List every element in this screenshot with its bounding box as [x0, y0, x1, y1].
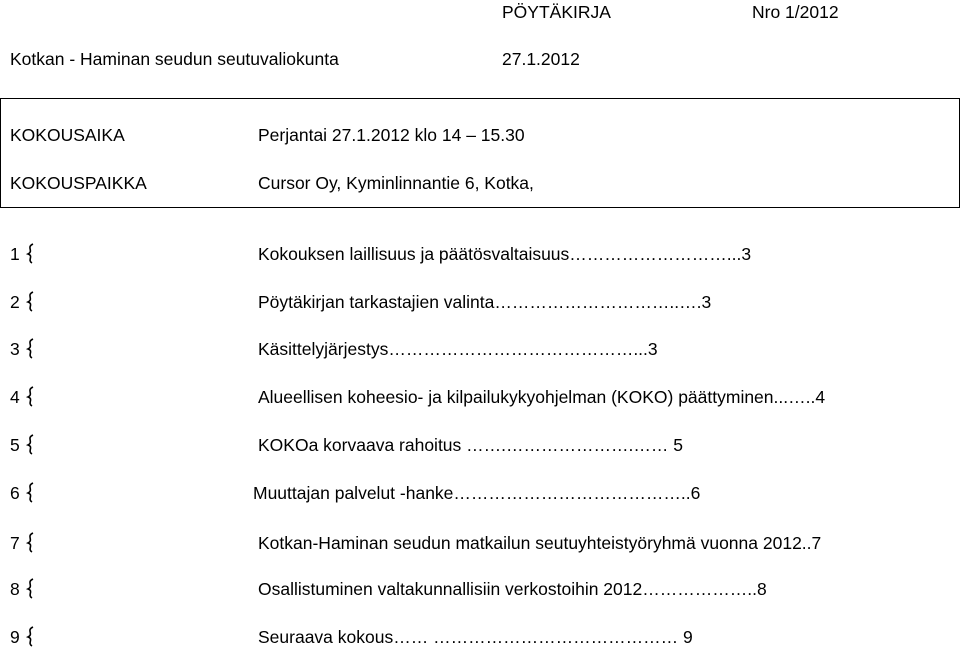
section-marker-icon [24, 433, 36, 455]
document-date: 27.1.2012 [502, 49, 580, 69]
toc-item-number: 2 [10, 292, 20, 312]
toc-item-title: Kokouksen laillisuus ja päätösvaltaisuus………………………...3 [258, 244, 752, 264]
toc-item-title: Käsittelyjärjestys……………………………………...3 [258, 339, 658, 359]
meeting-time-value: Perjantai 27.1.2012 klo 14 – 15.30 [258, 125, 525, 145]
document-number: Nro 1/2012 [752, 2, 839, 22]
meeting-time-label: KOKOUSAIKA [10, 125, 125, 145]
toc-item-title: Kotkan-Haminan seudun matkailun seutuyhteistyöryhmä vuonna 2012..7 [258, 533, 822, 553]
toc-item-number: 6 [10, 483, 20, 503]
section-marker-icon [24, 290, 36, 312]
section-marker-icon [24, 385, 36, 407]
toc-item-number: 9 [10, 627, 20, 647]
meeting-place-value: Cursor Oy, Kyminlinnantie 6, Kotka, [258, 173, 534, 193]
toc-item-title: Muuttajan palvelut -hanke…………………………………..6 [253, 483, 701, 503]
toc-item-title: Pöytäkirjan tarkastajien valinta…………………………..….3 [258, 292, 712, 312]
section-marker-icon [24, 481, 36, 503]
toc-item-number: 4 [10, 387, 20, 407]
toc-item-number: 5 [10, 435, 20, 455]
toc-item-number: 7 [10, 533, 20, 553]
organization-name: Kotkan - Haminan seudun seutuvaliokunta [10, 49, 339, 69]
section-marker-icon [24, 625, 36, 647]
meeting-place-label: KOKOUSPAIKKA [10, 173, 147, 193]
section-marker-icon [24, 337, 36, 359]
section-marker-icon [24, 577, 36, 599]
toc-item-title: Seuraava kokous…… …………………………………… 9 [258, 627, 693, 647]
toc-item-title: Alueellisen koheesio- ja kilpailukykyohjelman (KOKO) päättyminen...…..4 [258, 387, 826, 407]
section-marker-icon [24, 242, 36, 264]
toc-item-number: 8 [10, 579, 20, 599]
section-marker-icon [24, 531, 36, 553]
box-bottom-border [0, 207, 960, 208]
toc-item-title: Osallistuminen valtakunnallisiin verkostoihin 2012………………..8 [258, 579, 767, 599]
toc-item-title: KOKOa korvaava rahoitus …….………………….…… 5 [258, 435, 683, 455]
box-left-border [0, 98, 1, 208]
toc-item-number: 3 [10, 339, 20, 359]
document-type: PÖYTÄKIRJA [502, 2, 611, 22]
box-top-border [0, 98, 960, 99]
toc-item-number: 1 [10, 244, 20, 264]
